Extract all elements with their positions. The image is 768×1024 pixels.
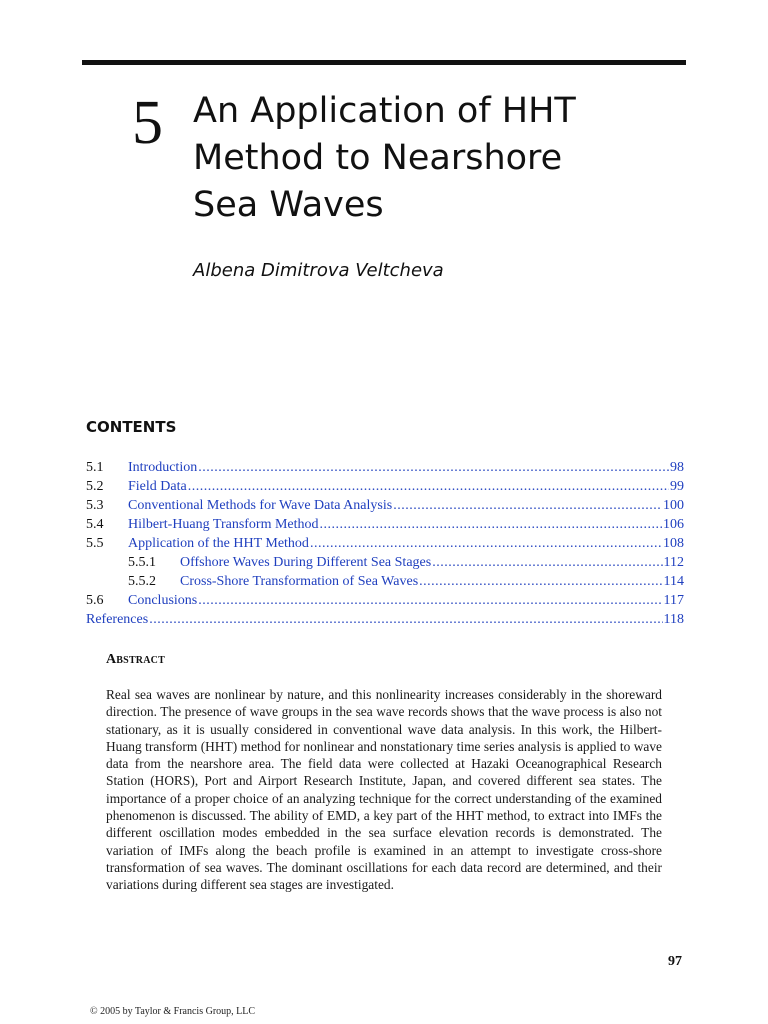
toc-leader-dots — [432, 553, 662, 572]
toc-entry-number: 5.6 — [86, 593, 104, 608]
toc-entry[interactable] — [86, 515, 684, 534]
toc-leader-dots — [149, 610, 662, 629]
toc-subentry[interactable] — [86, 553, 684, 572]
toc-leader-dots — [419, 572, 662, 591]
toc-entry-references[interactable] — [86, 610, 684, 629]
page-number: 97 — [668, 954, 682, 969]
toc-entry-page[interactable]: 112 — [663, 555, 684, 570]
toc-entry-number: 5.1 — [86, 460, 104, 475]
toc-entry-number: 5.4 — [86, 517, 104, 532]
toc-entry-title[interactable]: Conventional Methods for Wave Data Analysis — [128, 498, 393, 513]
toc-leader-dots — [310, 534, 662, 553]
toc-entry-title[interactable]: Field Data — [128, 479, 187, 494]
toc-entry-number: 5.5.1 — [128, 555, 156, 570]
toc-entry-title[interactable]: Application of the HHT Method — [128, 536, 309, 551]
toc-entry-page[interactable]: 100 — [663, 498, 684, 513]
chapter-title — [193, 88, 673, 229]
toc-entry-title[interactable]: Introduction — [128, 460, 198, 475]
toc-leader-dots — [198, 458, 669, 477]
chapter-title-line: Sea Waves — [193, 185, 384, 225]
chapter-number: 5 — [132, 89, 163, 157]
abstract-text: Real sea waves are nonlinear by nature, and this nonlinearity increases considerably in the shoreward direction. The presence of wave groups in the sea wave records shows that the wave process is also not stationary, as it is usually considered in conventional wave data analysis. In this work, the Hilbert-Huang transform (HHT) method for nonlinear and nonstationary time series analysis is applied to wave data from the nearshore area. The field data were collected at Hazaki Oceanographical Research Station (HORS), Port and Airport Research Institute, Japan, and covered different sea states. The importance of a proper choice of an analyzing technique for the correct understanding of the examined phenomenon is discussed. The ability of EMD, a key part of the HHT method, to extract into IMFs the different oscillation modes embedded in the sea surface elevation records is demonstrated. The variation of IMFs along the beach profile is examined in an attempt to investigate cross-shore transformation of sea waves. The dominant oscillations for each data record are determined, and their variations during different sea stages are investigated. — [106, 687, 662, 893]
toc-entry-number: 5.2 — [86, 479, 104, 494]
toc-entry[interactable] — [86, 496, 684, 515]
toc-entry-page[interactable]: 98 — [670, 460, 684, 475]
contents-heading: CONTENTS — [86, 418, 177, 436]
toc-entry-number: 5.5.2 — [128, 574, 156, 589]
toc-entry-number: 5.3 — [86, 498, 104, 513]
toc-entry-page[interactable]: 106 — [663, 517, 684, 532]
top-rule — [82, 60, 686, 65]
toc-entry-page[interactable]: 117 — [663, 593, 684, 608]
toc-leader-dots — [188, 477, 669, 496]
toc-entry-number: 5.5 — [86, 536, 104, 551]
chapter-title-line: Method to Nearshore — [193, 138, 563, 178]
toc-entry-page[interactable]: 114 — [663, 574, 684, 589]
toc-subentry[interactable] — [86, 572, 684, 591]
toc-leader-dots — [320, 515, 662, 534]
toc-entry[interactable] — [86, 534, 684, 553]
toc-entry-title[interactable]: Conclusions — [128, 593, 198, 608]
author-name: Albena Dimitrova Veltcheva — [193, 260, 444, 281]
toc-entry[interactable] — [86, 591, 684, 610]
toc-entry[interactable] — [86, 477, 684, 496]
table-of-contents — [86, 458, 684, 629]
abstract-heading: Abstract — [106, 652, 165, 667]
toc-leader-dots — [393, 496, 662, 515]
toc-entry-title[interactable]: Offshore Waves During Different Sea Stages — [180, 555, 432, 570]
copyright-notice: © 2005 by Taylor & Francis Group, LLC — [90, 1006, 256, 1017]
toc-entry-page[interactable]: 108 — [663, 536, 684, 551]
chapter-title-line: An Application of HHT — [193, 91, 576, 131]
toc-entry[interactable] — [86, 458, 684, 477]
toc-entry-page[interactable]: 99 — [670, 479, 684, 494]
toc-entry-title[interactable]: Cross-Shore Transformation of Sea Waves — [180, 574, 419, 589]
toc-leader-dots — [198, 591, 662, 610]
toc-entry-title[interactable]: Hilbert-Huang Transform Method — [128, 517, 319, 532]
toc-entry-page[interactable]: 118 — [663, 612, 684, 627]
toc-entry-title[interactable]: References — [86, 612, 149, 627]
